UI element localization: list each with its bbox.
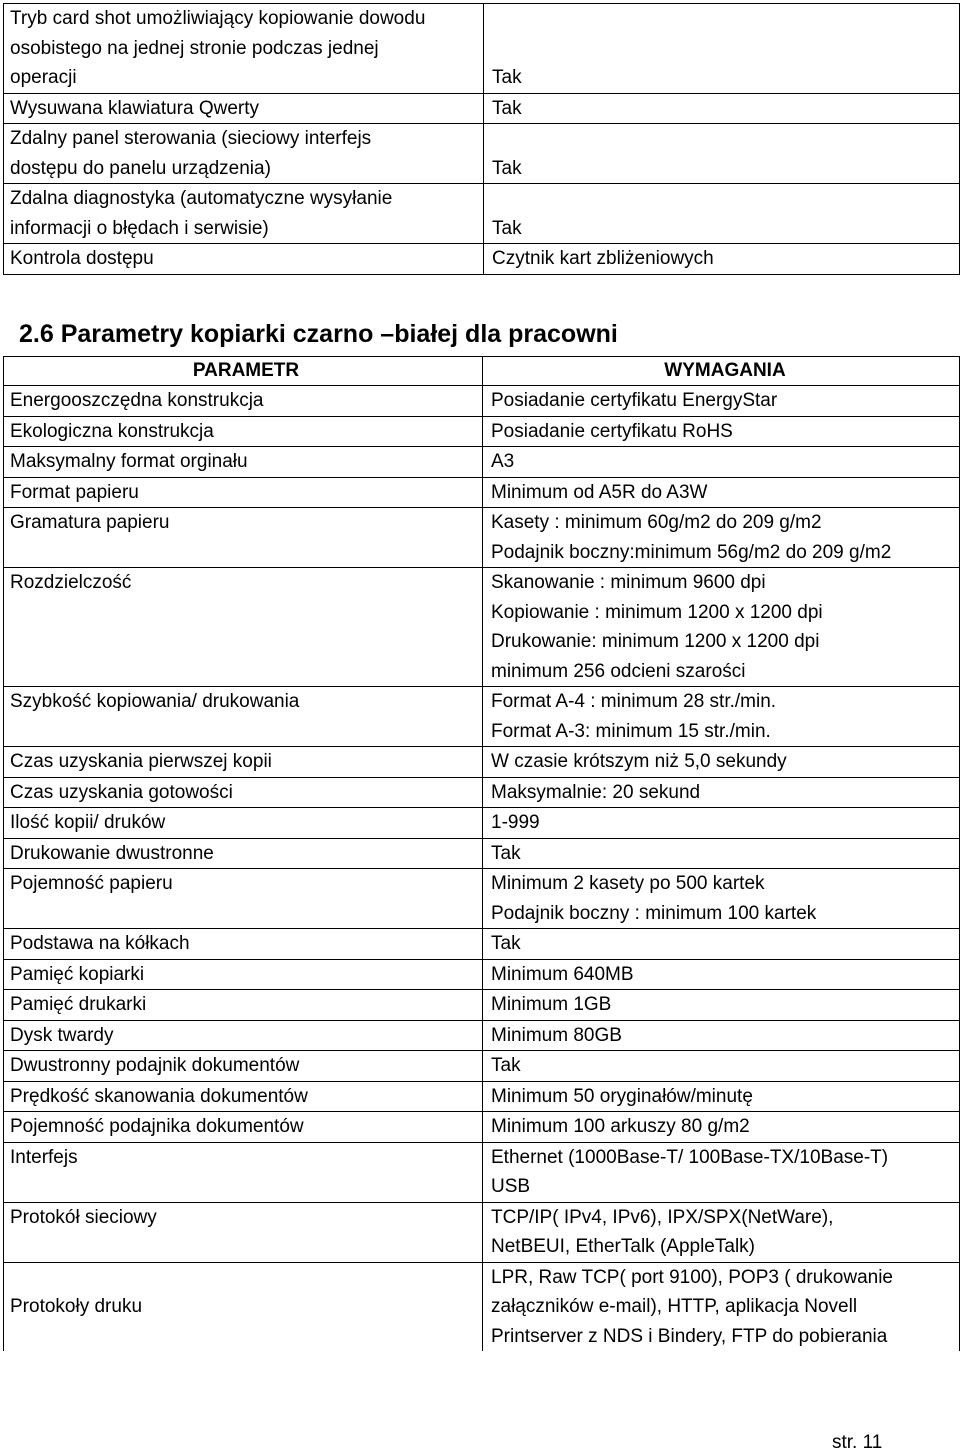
table-row <box>4 508 960 568</box>
parameter-text: Ilość kopii/ druków <box>10 812 166 833</box>
parameter-text: Protokół sieciowy <box>10 1206 157 1228</box>
parameter-text: Zdalna diagnostyka (automatyczne wysyłanie <box>10 188 393 209</box>
copier-spec-table <box>3 356 960 1351</box>
parameter-cell <box>4 808 483 839</box>
parameter-text: Interfejs <box>10 1146 78 1168</box>
parameter-text: Tryb card shot umożliwiający kopiowanie dowodu <box>10 8 426 29</box>
table-row <box>4 568 960 687</box>
value-text: Tak <box>491 1055 521 1076</box>
value-text: A3 <box>491 451 515 472</box>
value-cell <box>483 929 960 960</box>
table-row <box>4 1051 960 1082</box>
parameter-text: Pamięć drukarki <box>10 994 147 1015</box>
parameter-cell <box>4 1112 483 1143</box>
parameter-text: Pamięć kopiarki <box>10 963 145 985</box>
parameter-text: Dwustronny podajnik dokumentów <box>10 1055 300 1076</box>
header-requirements: WYMAGANIA <box>483 357 960 386</box>
parameter-cell <box>4 244 484 275</box>
table-row <box>4 1020 960 1051</box>
table-row <box>4 416 960 447</box>
value-text: załączników e-mail), HTTP, aplikacja Novell <box>491 1296 858 1317</box>
table-row <box>4 1142 960 1202</box>
value-text: Skanowanie : minimum 9600 dpi <box>491 572 766 593</box>
table-header-row <box>4 357 960 386</box>
parameter-text: Pojemność podajnika dokumentów <box>10 1116 304 1137</box>
value-text: USB <box>491 1176 531 1197</box>
value-text: Podajnik boczny : minimum 100 kartek <box>491 902 817 924</box>
parameter-text: informacji o błędach i serwisie) <box>10 217 269 239</box>
table-row <box>4 4 960 94</box>
table-row <box>4 1112 960 1143</box>
value-cell <box>483 1020 960 1051</box>
value-cell <box>484 93 960 124</box>
value-cell <box>484 4 960 94</box>
value-text: Tak <box>492 67 522 88</box>
value-text: Minimum 1GB <box>491 994 612 1015</box>
value-text: TCP/IP( IPv4, IPv6), IPX/SPX(NetWare), <box>491 1206 834 1228</box>
parameter-text: operacji <box>10 67 77 88</box>
parameter-text: Czas uzyskania gotowości <box>10 781 233 803</box>
parameter-cell <box>4 1142 483 1202</box>
value-cell <box>483 1081 960 1112</box>
value-text: Format A-4 : minimum 28 str./min. <box>491 691 777 712</box>
parameter-cell <box>4 184 484 244</box>
value-cell <box>483 838 960 869</box>
parameter-text: Maksymalny format orginału <box>10 451 248 472</box>
table-row <box>4 244 960 275</box>
parameter-cell <box>4 838 483 869</box>
parameter-text: Szybkość kopiowania/ drukowania <box>10 691 300 712</box>
table-row <box>4 1081 960 1112</box>
table-row <box>4 447 960 478</box>
parameter-cell <box>4 869 483 929</box>
value-cell <box>483 808 960 839</box>
table-row <box>4 93 960 124</box>
value-text: Tak <box>491 933 521 954</box>
table-row <box>4 1262 960 1351</box>
table-row <box>4 777 960 808</box>
value-text: Tak <box>492 217 522 239</box>
parameter-text: Dysk twardy <box>10 1024 114 1046</box>
value-cell <box>483 747 960 778</box>
value-cell <box>483 508 960 568</box>
value-text: Tak <box>491 842 521 864</box>
value-cell <box>483 1142 960 1202</box>
parameter-text: Kontrola dostępu <box>10 248 154 269</box>
parameter-text: Podstawa na kółkach <box>10 933 190 954</box>
table-row <box>4 124 960 184</box>
parameter-cell <box>4 777 483 808</box>
value-text: Tak <box>492 97 522 119</box>
parameter-text: Zdalny panel sterowania (sieciowy interfejs <box>10 128 372 149</box>
parameter-cell <box>4 4 484 94</box>
value-text: 1-999 <box>491 812 540 833</box>
parameter-cell <box>4 447 483 478</box>
value-cell <box>483 568 960 687</box>
table-row <box>4 747 960 778</box>
parameter-text: Drukowanie dwustronne <box>10 842 214 864</box>
value-cell <box>483 1112 960 1143</box>
value-cell <box>483 990 960 1021</box>
table-row <box>4 386 960 417</box>
top-spec-table <box>3 3 960 275</box>
parameter-cell <box>4 1202 483 1262</box>
table-row <box>4 869 960 929</box>
parameter-cell <box>4 1051 483 1082</box>
value-text: Czytnik kart zbliżeniowych <box>492 248 714 269</box>
value-text: Kasety : minimum 60g/m2 do 209 g/m2 <box>491 512 822 533</box>
table-row <box>4 959 960 990</box>
table-row <box>4 1202 960 1262</box>
table-row <box>4 838 960 869</box>
value-text: W czasie krótszym niż 5,0 sekundy <box>491 751 787 772</box>
value-text: Minimum 640MB <box>491 963 634 985</box>
value-text: NetBEUI, EtherTalk (AppleTalk) <box>491 1236 755 1257</box>
value-text: Minimum 50 oryginałów/minutę <box>491 1085 753 1107</box>
value-text: Drukowanie: minimum 1200 x 1200 dpi <box>491 631 820 652</box>
table-row <box>4 477 960 508</box>
section-heading: 2.6 Parametry kopiarki czarno –białej dla pracowni <box>19 320 618 348</box>
value-cell <box>483 687 960 747</box>
parameter-text: Prędkość skanowania dokumentów <box>10 1085 308 1107</box>
value-cell <box>483 1262 960 1351</box>
parameter-text: Gramatura papieru <box>10 512 170 533</box>
table-row <box>4 687 960 747</box>
value-text: Ethernet (1000Base-T/ 100Base-TX/10Base-T) <box>491 1146 889 1168</box>
table-row <box>4 990 960 1021</box>
value-text: Maksymalnie: 20 sekund <box>491 781 701 803</box>
value-text: Format A-3: minimum 15 str./min. <box>491 720 771 742</box>
parameter-cell <box>4 386 483 417</box>
parameter-text: Energooszczędna konstrukcja <box>10 390 264 411</box>
value-text: Posiadanie certyfikatu RoHS <box>491 420 733 442</box>
value-text: Minimum 2 kasety po 500 kartek <box>491 873 765 894</box>
value-text: Podajnik boczny:minimum 56g/m2 do 209 g/m2 <box>491 541 892 563</box>
parameter-cell <box>4 1020 483 1051</box>
table-row <box>4 929 960 960</box>
parameter-cell <box>4 568 483 687</box>
value-text: Kopiowanie : minimum 1200 x 1200 dpi <box>491 601 823 623</box>
table-row <box>4 184 960 244</box>
parameter-cell <box>4 687 483 747</box>
parameter-text: Ekologiczna konstrukcja <box>10 420 214 442</box>
parameter-cell <box>4 416 483 447</box>
parameter-cell <box>4 959 483 990</box>
value-cell <box>483 447 960 478</box>
parameter-cell <box>4 1081 483 1112</box>
parameter-text: Wysuwana klawiatura Qwerty <box>10 97 260 119</box>
header-parameter: PARAMETR <box>4 357 483 386</box>
value-text: Posiadanie certyfikatu EnergyStar <box>491 390 778 411</box>
value-text: Minimum 80GB <box>491 1024 622 1046</box>
table-row <box>4 808 960 839</box>
parameter-text: Format papieru <box>10 481 139 503</box>
value-text: Minimum 100 arkuszy 80 g/m2 <box>491 1116 750 1137</box>
value-cell <box>484 124 960 184</box>
value-cell <box>484 184 960 244</box>
value-text: minimum 256 odcieni szarości <box>491 660 746 682</box>
value-text: LPR, Raw TCP( port 9100), POP3 ( drukowanie <box>491 1266 893 1288</box>
parameter-cell <box>4 93 484 124</box>
value-cell <box>483 477 960 508</box>
parameter-cell <box>4 990 483 1021</box>
parameter-text: Rozdzielczość <box>10 572 132 593</box>
parameter-cell <box>4 1262 483 1351</box>
value-text: Tak <box>492 157 522 179</box>
value-cell <box>483 777 960 808</box>
parameter-text: Protokoły druku <box>10 1296 143 1317</box>
value-cell <box>483 869 960 929</box>
value-cell <box>483 416 960 447</box>
parameter-text: Pojemność papieru <box>10 873 173 894</box>
parameter-cell <box>4 508 483 568</box>
parameter-cell <box>4 929 483 960</box>
parameter-text: Czas uzyskania pierwszej kopii <box>10 751 272 772</box>
value-cell <box>483 1202 960 1262</box>
parameter-text: osobistego na jednej stronie podczas jednej <box>10 37 379 59</box>
parameter-cell <box>4 124 484 184</box>
value-cell <box>483 1051 960 1082</box>
value-text: Printserver z NDS i Bindery, FTP do pobierania <box>491 1325 888 1347</box>
value-cell <box>484 244 960 275</box>
value-cell <box>483 386 960 417</box>
parameter-text: dostępu do panelu urządzenia) <box>10 157 271 179</box>
value-text: Minimum od A5R do A3W <box>491 481 708 503</box>
value-cell <box>483 959 960 990</box>
page-number: str. 11 <box>832 1432 883 1453</box>
parameter-cell <box>4 477 483 508</box>
parameter-cell <box>4 747 483 778</box>
